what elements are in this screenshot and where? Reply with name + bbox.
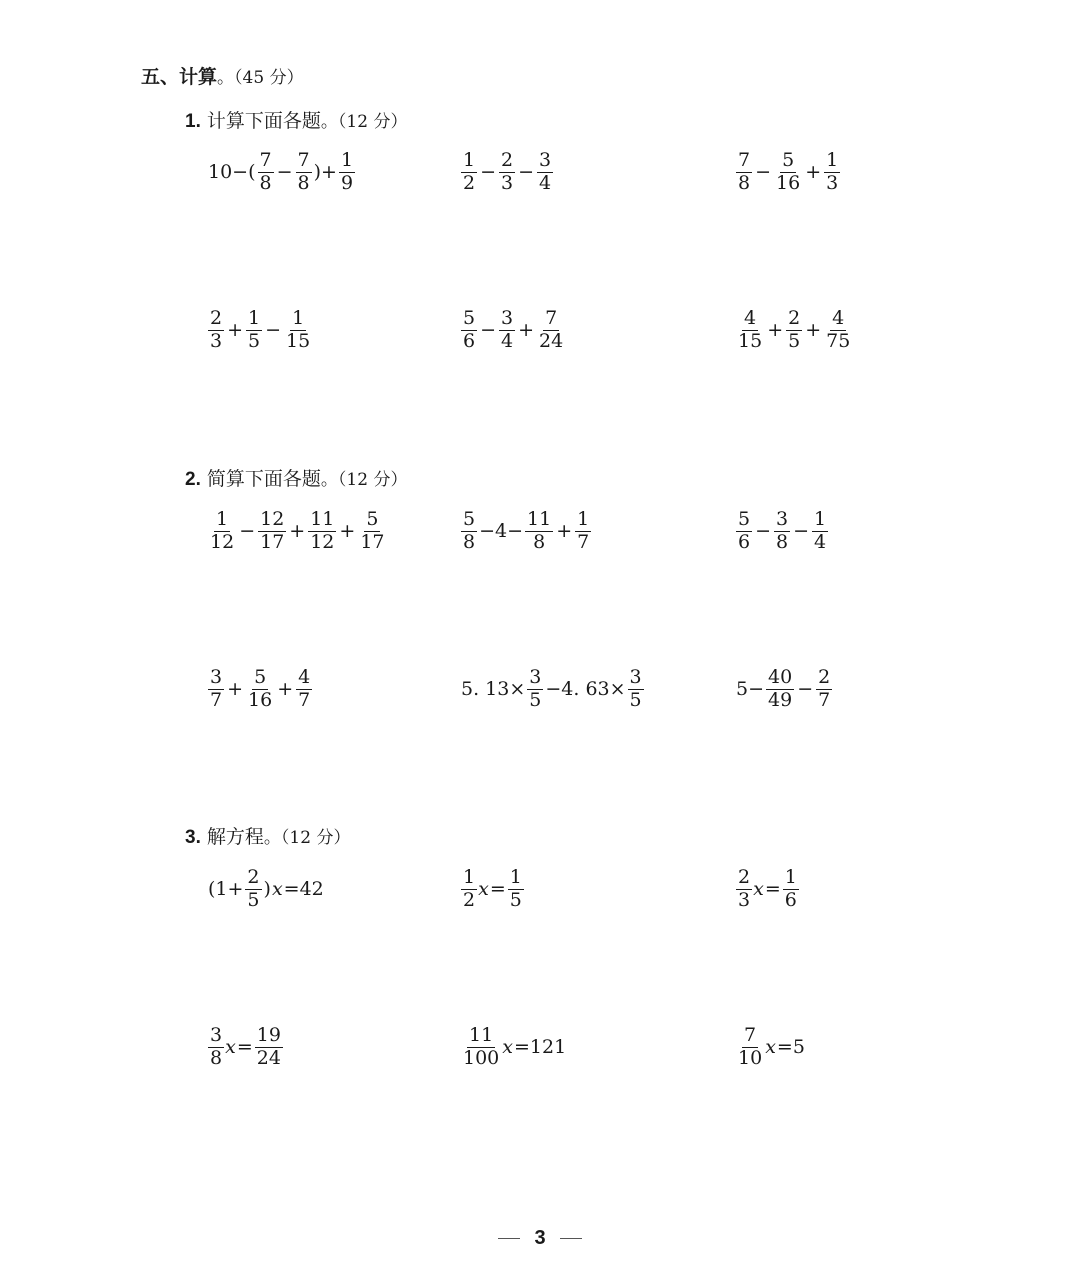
numerator: 5 bbox=[254, 665, 267, 688]
problem-1-6 bbox=[735, 304, 853, 356]
operator: + bbox=[227, 319, 244, 341]
operator: − bbox=[480, 161, 497, 183]
numerator: 5 bbox=[738, 507, 751, 530]
numerator: 5 bbox=[463, 306, 476, 329]
numerator: 12 bbox=[260, 507, 285, 530]
denominator: 2 bbox=[463, 888, 476, 911]
numerator: 11 bbox=[469, 1023, 494, 1046]
problem-1-2 bbox=[460, 146, 554, 198]
fraction bbox=[246, 308, 262, 353]
numerator: 1 bbox=[509, 865, 522, 888]
denominator: 8 bbox=[259, 171, 272, 194]
operator: − bbox=[265, 319, 282, 341]
text: −4. 63× bbox=[545, 678, 626, 700]
operator: + bbox=[805, 319, 822, 341]
part-3-heading bbox=[185, 822, 350, 849]
part-1-points: 。（12 分） bbox=[320, 112, 408, 132]
part-2-title: 简算下面各题 bbox=[206, 468, 321, 490]
operator: + bbox=[767, 319, 784, 341]
numerator: 3 bbox=[529, 665, 542, 688]
denominator: 16 bbox=[776, 171, 801, 194]
denominator: 9 bbox=[340, 171, 354, 194]
fraction bbox=[308, 509, 336, 554]
numerator: 2 bbox=[210, 306, 223, 329]
text: 5− bbox=[736, 678, 765, 700]
denominator: 8 bbox=[776, 530, 789, 553]
denominator: 3 bbox=[826, 171, 839, 194]
numerator: 4 bbox=[744, 306, 757, 329]
denominator: 10 bbox=[738, 1046, 763, 1069]
part-3-title: 解方程 bbox=[206, 826, 264, 848]
numerator: 11 bbox=[527, 507, 552, 530]
numerator: 3 bbox=[210, 1023, 223, 1046]
numerator: 1 bbox=[463, 865, 476, 888]
numerator: 3 bbox=[210, 665, 223, 688]
section-points: 。（45 分） bbox=[217, 68, 304, 88]
numerator: 7 bbox=[545, 306, 558, 329]
denominator: 2 bbox=[463, 171, 476, 194]
denominator: 8 bbox=[463, 530, 476, 553]
text: )+ bbox=[313, 161, 337, 183]
numerator: 5 bbox=[782, 148, 795, 171]
denominator: 15 bbox=[286, 329, 311, 352]
operator: + bbox=[227, 678, 244, 700]
denominator: 3 bbox=[210, 329, 223, 352]
numerator: 1 bbox=[248, 306, 261, 329]
fraction bbox=[774, 509, 790, 554]
fraction bbox=[208, 509, 236, 554]
problem-2-6 bbox=[735, 663, 833, 715]
numerator: 2 bbox=[738, 865, 751, 888]
fraction bbox=[736, 1025, 764, 1070]
part-3-number: 3. bbox=[185, 827, 201, 848]
numerator: 1 bbox=[577, 507, 590, 530]
fraction bbox=[527, 667, 543, 712]
text: =121 bbox=[513, 1036, 567, 1058]
numerator: 1 bbox=[292, 306, 305, 329]
operator: − bbox=[518, 161, 535, 183]
fraction bbox=[258, 150, 274, 195]
denominator: 5 bbox=[248, 329, 261, 352]
fraction bbox=[812, 509, 828, 554]
problem-2-3 bbox=[735, 505, 829, 557]
part-1-heading bbox=[185, 106, 407, 133]
problem-2-1 bbox=[207, 505, 388, 557]
part-2-number: 2. bbox=[185, 469, 201, 490]
denominator: 17 bbox=[260, 530, 285, 553]
fraction bbox=[816, 667, 832, 712]
text: = bbox=[489, 878, 506, 900]
part-2-heading bbox=[185, 464, 407, 491]
numerator: 40 bbox=[768, 665, 793, 688]
text: 10−( bbox=[208, 161, 256, 183]
numerator: 5 bbox=[366, 507, 379, 530]
problem-2-5 bbox=[460, 663, 645, 715]
fraction bbox=[736, 150, 752, 195]
operator: + bbox=[339, 520, 356, 542]
operator: − bbox=[755, 161, 772, 183]
numerator: 19 bbox=[256, 1023, 281, 1046]
text: =42 bbox=[283, 878, 324, 900]
fraction bbox=[296, 667, 312, 712]
denominator: 24 bbox=[256, 1046, 281, 1069]
operator: − bbox=[755, 520, 772, 542]
variable: x bbox=[502, 1036, 513, 1058]
denominator: 4 bbox=[501, 329, 514, 352]
numerator: 3 bbox=[501, 306, 514, 329]
fraction bbox=[824, 308, 852, 353]
problem-3-1 bbox=[207, 863, 325, 915]
section-prefix: 五、 bbox=[141, 66, 180, 88]
fraction bbox=[824, 150, 840, 195]
problem-1-4 bbox=[207, 304, 313, 356]
denominator: 6 bbox=[463, 329, 476, 352]
denominator: 7 bbox=[818, 688, 831, 711]
denominator: 12 bbox=[210, 530, 235, 553]
text: −4− bbox=[479, 520, 524, 542]
numerator: 5 bbox=[463, 507, 476, 530]
variable: x bbox=[478, 878, 489, 900]
denominator: 3 bbox=[501, 171, 514, 194]
text: =5 bbox=[776, 1036, 805, 1058]
operator: + bbox=[289, 520, 306, 542]
fraction bbox=[736, 509, 752, 554]
denominator: 17 bbox=[360, 530, 385, 553]
denominator: 5 bbox=[629, 688, 642, 711]
fraction bbox=[461, 150, 477, 195]
fraction bbox=[736, 308, 764, 353]
operator: + bbox=[518, 319, 535, 341]
fraction bbox=[258, 509, 286, 554]
fraction bbox=[774, 150, 802, 195]
fraction bbox=[628, 667, 644, 712]
variable: x bbox=[271, 878, 283, 900]
fraction bbox=[786, 308, 802, 353]
denominator: 8 bbox=[210, 1046, 223, 1069]
fraction bbox=[525, 509, 553, 554]
problem-3-2 bbox=[460, 863, 525, 915]
part-3-points: 。（12 分） bbox=[263, 828, 351, 848]
numerator: 7 bbox=[738, 148, 751, 171]
denominator: 5 bbox=[529, 688, 542, 711]
fraction bbox=[461, 308, 477, 353]
part-1-number: 1. bbox=[185, 111, 201, 132]
numerator: 2 bbox=[788, 306, 801, 329]
denominator: 24 bbox=[539, 329, 564, 352]
fraction bbox=[537, 308, 565, 353]
fraction bbox=[537, 150, 553, 195]
denominator: 100 bbox=[463, 1046, 500, 1069]
operator: + bbox=[805, 161, 822, 183]
operator: + bbox=[277, 678, 294, 700]
operator: − bbox=[480, 319, 497, 341]
variable: x bbox=[753, 878, 764, 900]
denominator: 75 bbox=[826, 329, 851, 352]
problem-1-5 bbox=[460, 304, 566, 356]
page-number: 3 bbox=[534, 1227, 546, 1249]
operator: − bbox=[276, 161, 293, 183]
denominator: 7 bbox=[210, 688, 223, 711]
text: ) bbox=[263, 878, 271, 900]
fraction bbox=[208, 308, 224, 353]
footer-dash-right bbox=[560, 1238, 582, 1239]
denominator: 3 bbox=[738, 888, 751, 911]
fraction bbox=[508, 867, 524, 912]
part-2-points: 。（12 分） bbox=[320, 470, 408, 490]
numerator: 3 bbox=[629, 665, 642, 688]
problem-3-5 bbox=[460, 1021, 567, 1073]
numerator: 3 bbox=[776, 507, 789, 530]
denominator: 4 bbox=[814, 530, 827, 553]
denominator: 8 bbox=[738, 171, 751, 194]
text: (1+ bbox=[208, 878, 244, 900]
variable: x bbox=[225, 1036, 236, 1058]
numerator: 7 bbox=[259, 148, 272, 171]
fraction bbox=[255, 1025, 283, 1070]
numerator: 1 bbox=[826, 148, 839, 171]
problem-2-4 bbox=[207, 663, 313, 715]
numerator: 2 bbox=[818, 665, 831, 688]
numerator: 3 bbox=[539, 148, 552, 171]
page-footer bbox=[0, 1225, 1080, 1250]
section-title: 计算 bbox=[179, 66, 218, 88]
denominator: 8 bbox=[533, 530, 546, 553]
numerator: 1 bbox=[814, 507, 827, 530]
fraction bbox=[245, 867, 261, 912]
numerator: 4 bbox=[298, 665, 311, 688]
fraction bbox=[766, 667, 794, 712]
denominator: 6 bbox=[738, 530, 751, 553]
problem-1-3 bbox=[735, 146, 841, 198]
problem-2-2 bbox=[460, 505, 592, 557]
fraction bbox=[358, 509, 386, 554]
numerator: 1 bbox=[784, 865, 797, 888]
fraction bbox=[208, 1025, 224, 1070]
fraction bbox=[246, 667, 274, 712]
fraction bbox=[499, 150, 515, 195]
numerator: 11 bbox=[310, 507, 335, 530]
denominator: 5 bbox=[247, 888, 260, 911]
fraction bbox=[296, 150, 312, 195]
operator: + bbox=[556, 520, 573, 542]
fraction bbox=[284, 308, 312, 353]
numerator: 7 bbox=[297, 148, 310, 171]
denominator: 15 bbox=[738, 329, 763, 352]
fraction bbox=[461, 867, 477, 912]
fraction bbox=[461, 1025, 501, 1070]
numerator: 1 bbox=[463, 148, 476, 171]
numerator: 1 bbox=[340, 148, 354, 171]
denominator: 4 bbox=[539, 171, 552, 194]
variable: x bbox=[765, 1036, 776, 1058]
denominator: 8 bbox=[297, 171, 310, 194]
numerator: 2 bbox=[501, 148, 514, 171]
numerator: 2 bbox=[247, 865, 260, 888]
fraction bbox=[736, 867, 752, 912]
fraction bbox=[499, 308, 515, 353]
numerator: 1 bbox=[216, 507, 229, 530]
problem-1-1 bbox=[207, 146, 356, 198]
operator: − bbox=[797, 678, 814, 700]
denominator: 12 bbox=[310, 530, 335, 553]
text: = bbox=[236, 1036, 253, 1058]
numerator: 4 bbox=[832, 306, 845, 329]
denominator: 49 bbox=[768, 688, 793, 711]
fraction bbox=[575, 509, 591, 554]
fraction bbox=[208, 667, 224, 712]
operator: − bbox=[793, 520, 810, 542]
fraction bbox=[461, 509, 477, 554]
text: 5. 13× bbox=[461, 678, 526, 700]
denominator: 16 bbox=[248, 688, 273, 711]
denominator: 7 bbox=[298, 688, 311, 711]
text: = bbox=[764, 878, 781, 900]
operator: − bbox=[239, 520, 256, 542]
problem-3-3 bbox=[735, 863, 800, 915]
fraction bbox=[339, 150, 355, 195]
numerator: 7 bbox=[744, 1023, 757, 1046]
denominator: 7 bbox=[577, 530, 590, 553]
fraction bbox=[783, 867, 799, 912]
part-1-title: 计算下面各题 bbox=[206, 110, 321, 132]
problem-3-6 bbox=[735, 1021, 806, 1073]
denominator: 5 bbox=[788, 329, 801, 352]
section-heading bbox=[141, 62, 304, 89]
problem-3-4 bbox=[207, 1021, 284, 1073]
footer-dash-left bbox=[498, 1238, 520, 1239]
denominator: 5 bbox=[509, 888, 522, 911]
denominator: 6 bbox=[784, 888, 797, 911]
